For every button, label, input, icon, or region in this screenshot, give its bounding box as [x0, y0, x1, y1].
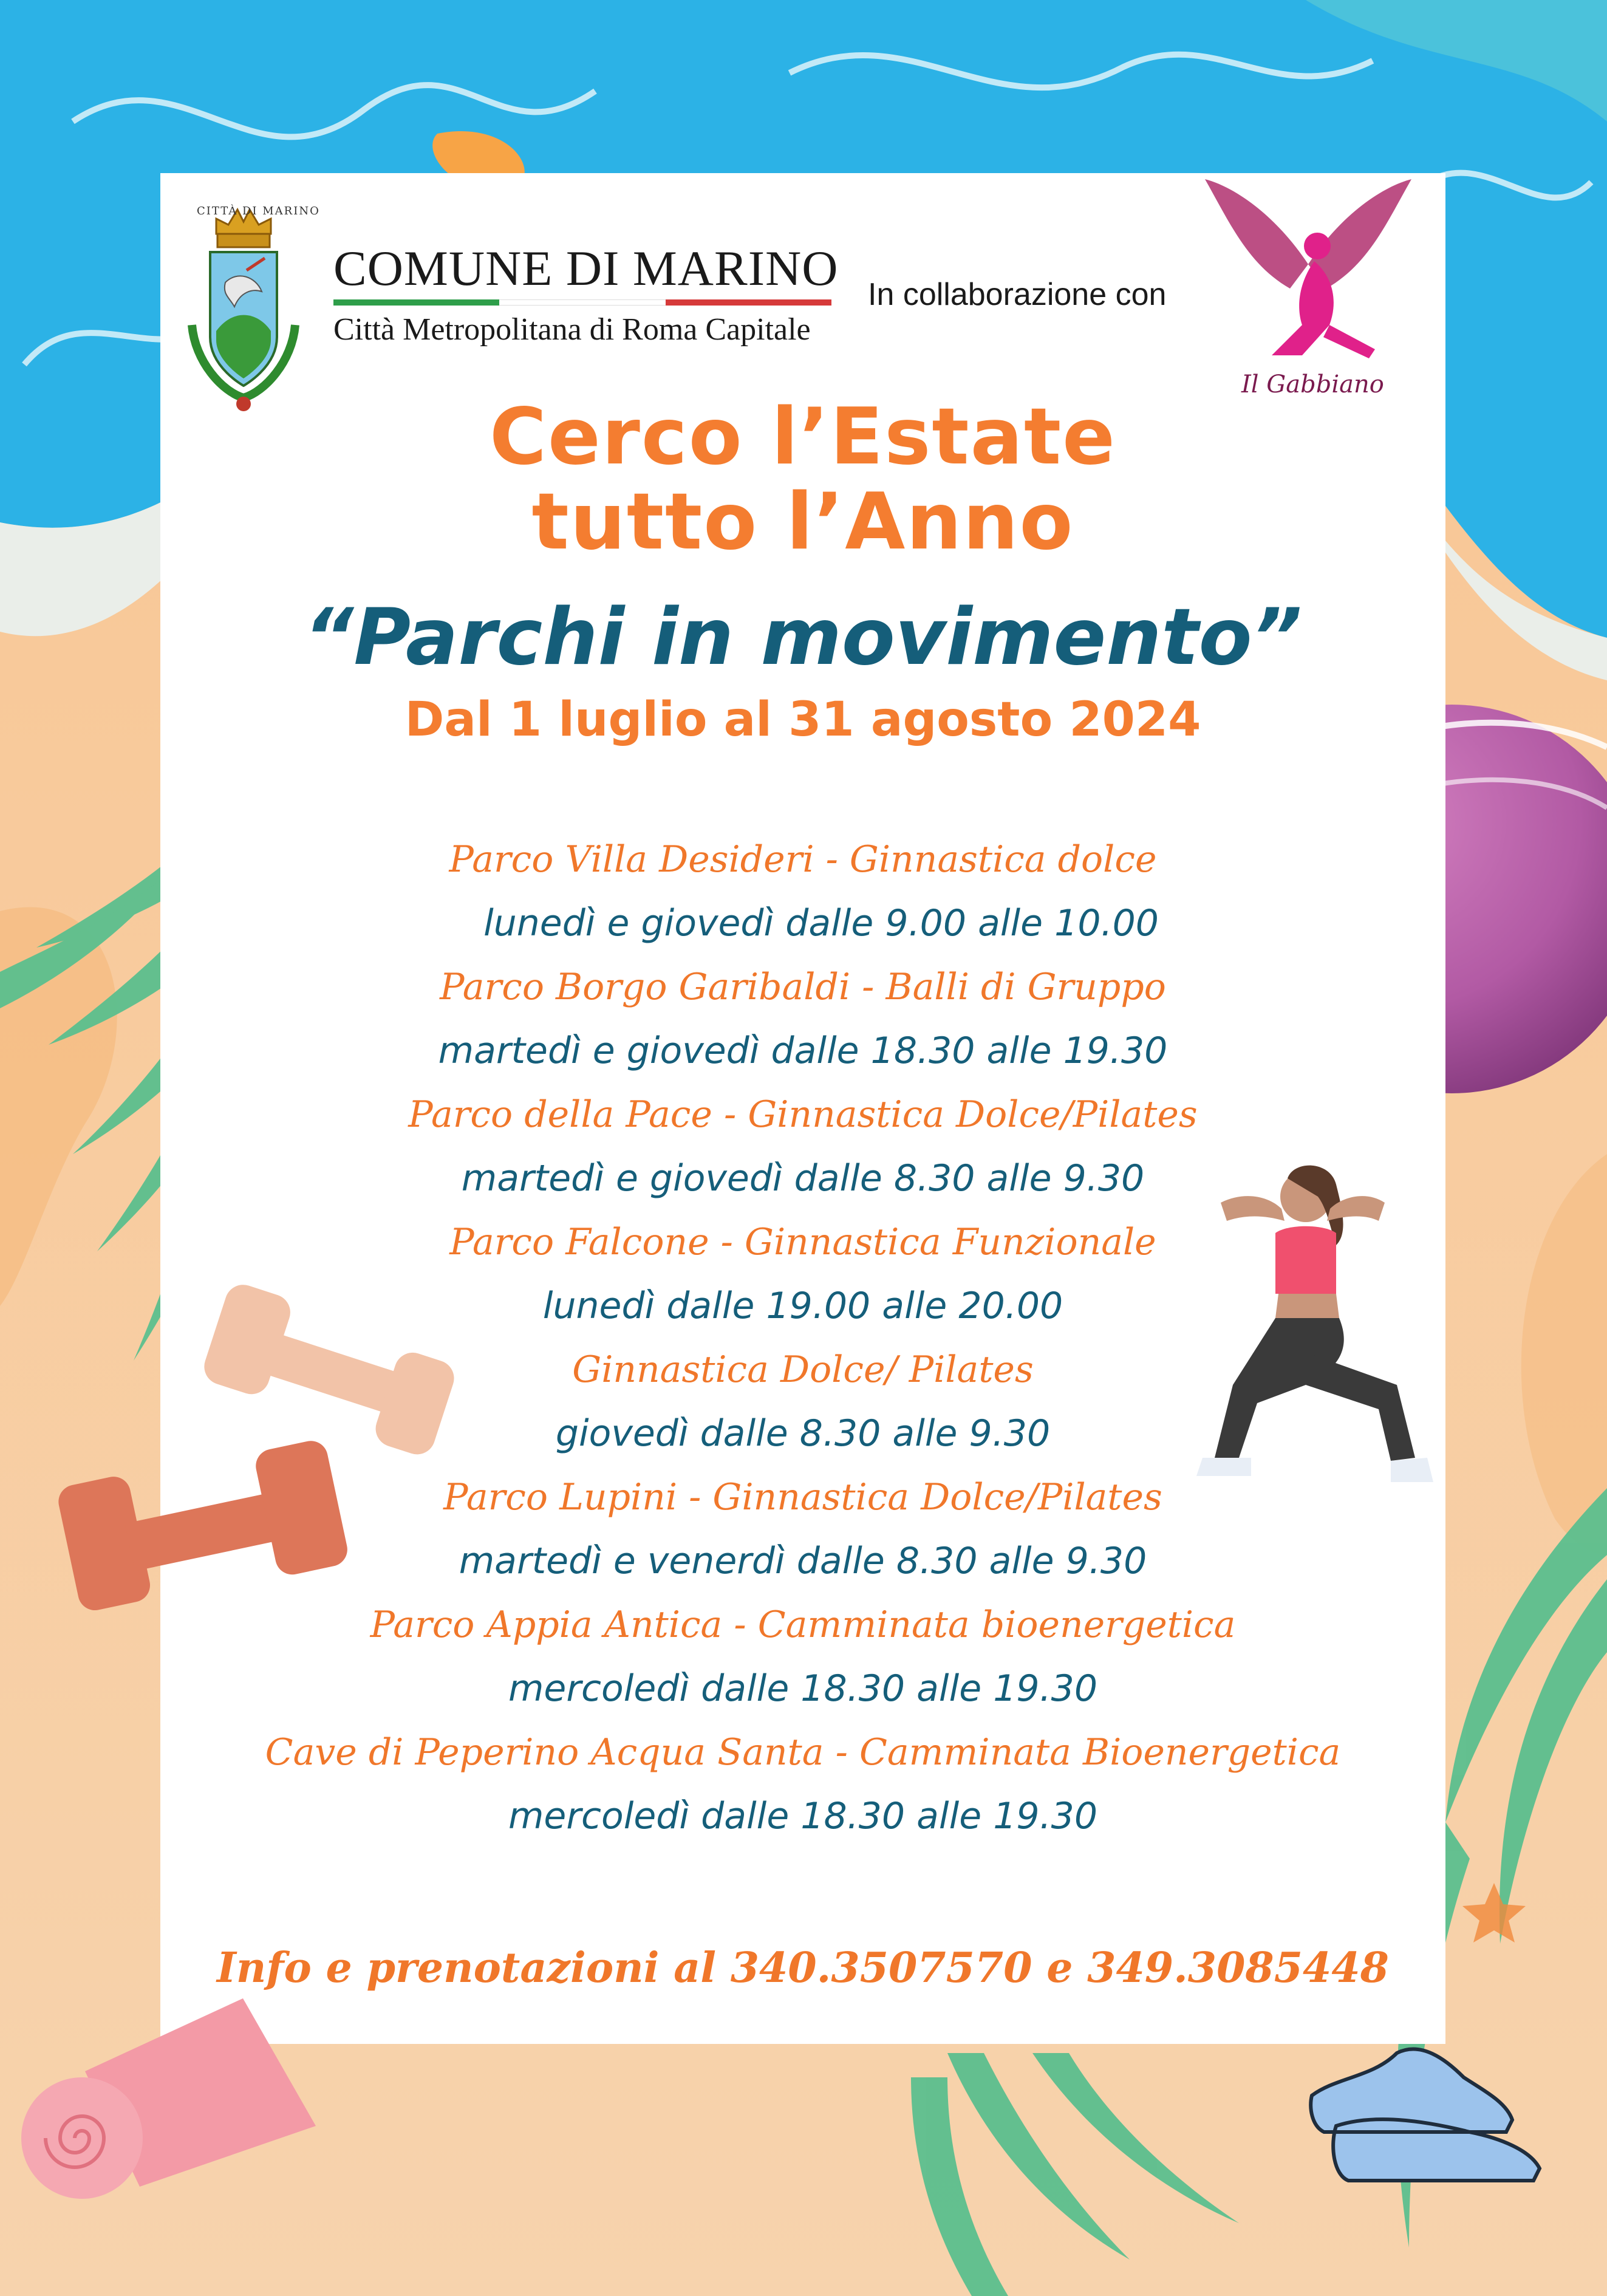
title-line-1: Cerco l’Estate — [490, 392, 1116, 482]
schedule-time-6: martedì e venerdì dalle 8.30 alle 9.30 — [459, 1540, 1147, 1582]
schedule-time-7: mercoledì dalle 18.30 alle 19.30 — [508, 1667, 1098, 1710]
yoga-mat-icon — [12, 1986, 328, 2211]
woman-exercising-icon — [1184, 1154, 1464, 1494]
event-subtitle: “Parchi in movimento” — [303, 592, 1303, 683]
schedule-park-5: Ginnastica Dolce/ Pilates — [572, 1348, 1034, 1391]
schedule-park-8: Cave di Peperino Acqua Santa - Camminata Bioenergetica — [265, 1731, 1341, 1774]
partner-logo-caption: Il Gabbiano — [1241, 371, 1384, 398]
info-contacts: Info e prenotazioni al 340.3507570 e 349.3085448 — [217, 1944, 1389, 1992]
collaboration-text: In collaborazione con — [868, 277, 1167, 312]
schedule-time-4: lunedì dalle 19.00 alle 20.00 — [542, 1285, 1063, 1327]
comune-subtitle: Città Metropolitana di Roma Capitale — [333, 312, 811, 347]
schedule-time-2: martedì e giovedì dalle 18.30 alle 19.30 — [438, 1030, 1168, 1072]
schedule-park-4: Parco Falcone - Ginnastica Funzionale — [449, 1221, 1156, 1263]
event-dates: Dal 1 luglio al 31 agosto 2024 — [404, 692, 1201, 747]
schedule-park-7: Parco Appia Antica - Camminata bioenergetica — [370, 1604, 1236, 1646]
content-panel — [160, 173, 1445, 2044]
schedule-park-1: Parco Villa Desideri - Ginnastica dolce — [449, 838, 1157, 881]
title-line-2: tutto l’Anno — [531, 477, 1074, 567]
schedule-park-2: Parco Borgo Garibaldi - Balli di Gruppo — [440, 966, 1166, 1008]
il-gabbiano-logo-icon — [1193, 173, 1424, 392]
schedule-park-6: Parco Lupini - Ginnastica Dolce/Pilates — [443, 1476, 1162, 1519]
dumbbells-icon — [55, 1269, 492, 1634]
schedule-time-1: lunedì e giovedì dalle 9.00 alle 10.00 — [483, 902, 1159, 945]
schedule-park-3: Parco della Pace - Ginnastica Dolce/Pilates — [408, 1093, 1198, 1136]
crest-caption: CITTÀ DI MARINO — [197, 205, 320, 217]
schedule-time-3: martedì e giovedì dalle 8.30 alle 9.30 — [461, 1157, 1145, 1200]
schedule-time-5: giovedì dalle 8.30 alle 9.30 — [555, 1412, 1051, 1455]
schedule-time-8: mercoledì dalle 18.30 alle 19.30 — [508, 1795, 1098, 1837]
comune-name: COMUNE DI MARINO — [333, 241, 839, 296]
tricolor-divider — [333, 299, 831, 306]
sneakers-icon — [1300, 2011, 1555, 2193]
